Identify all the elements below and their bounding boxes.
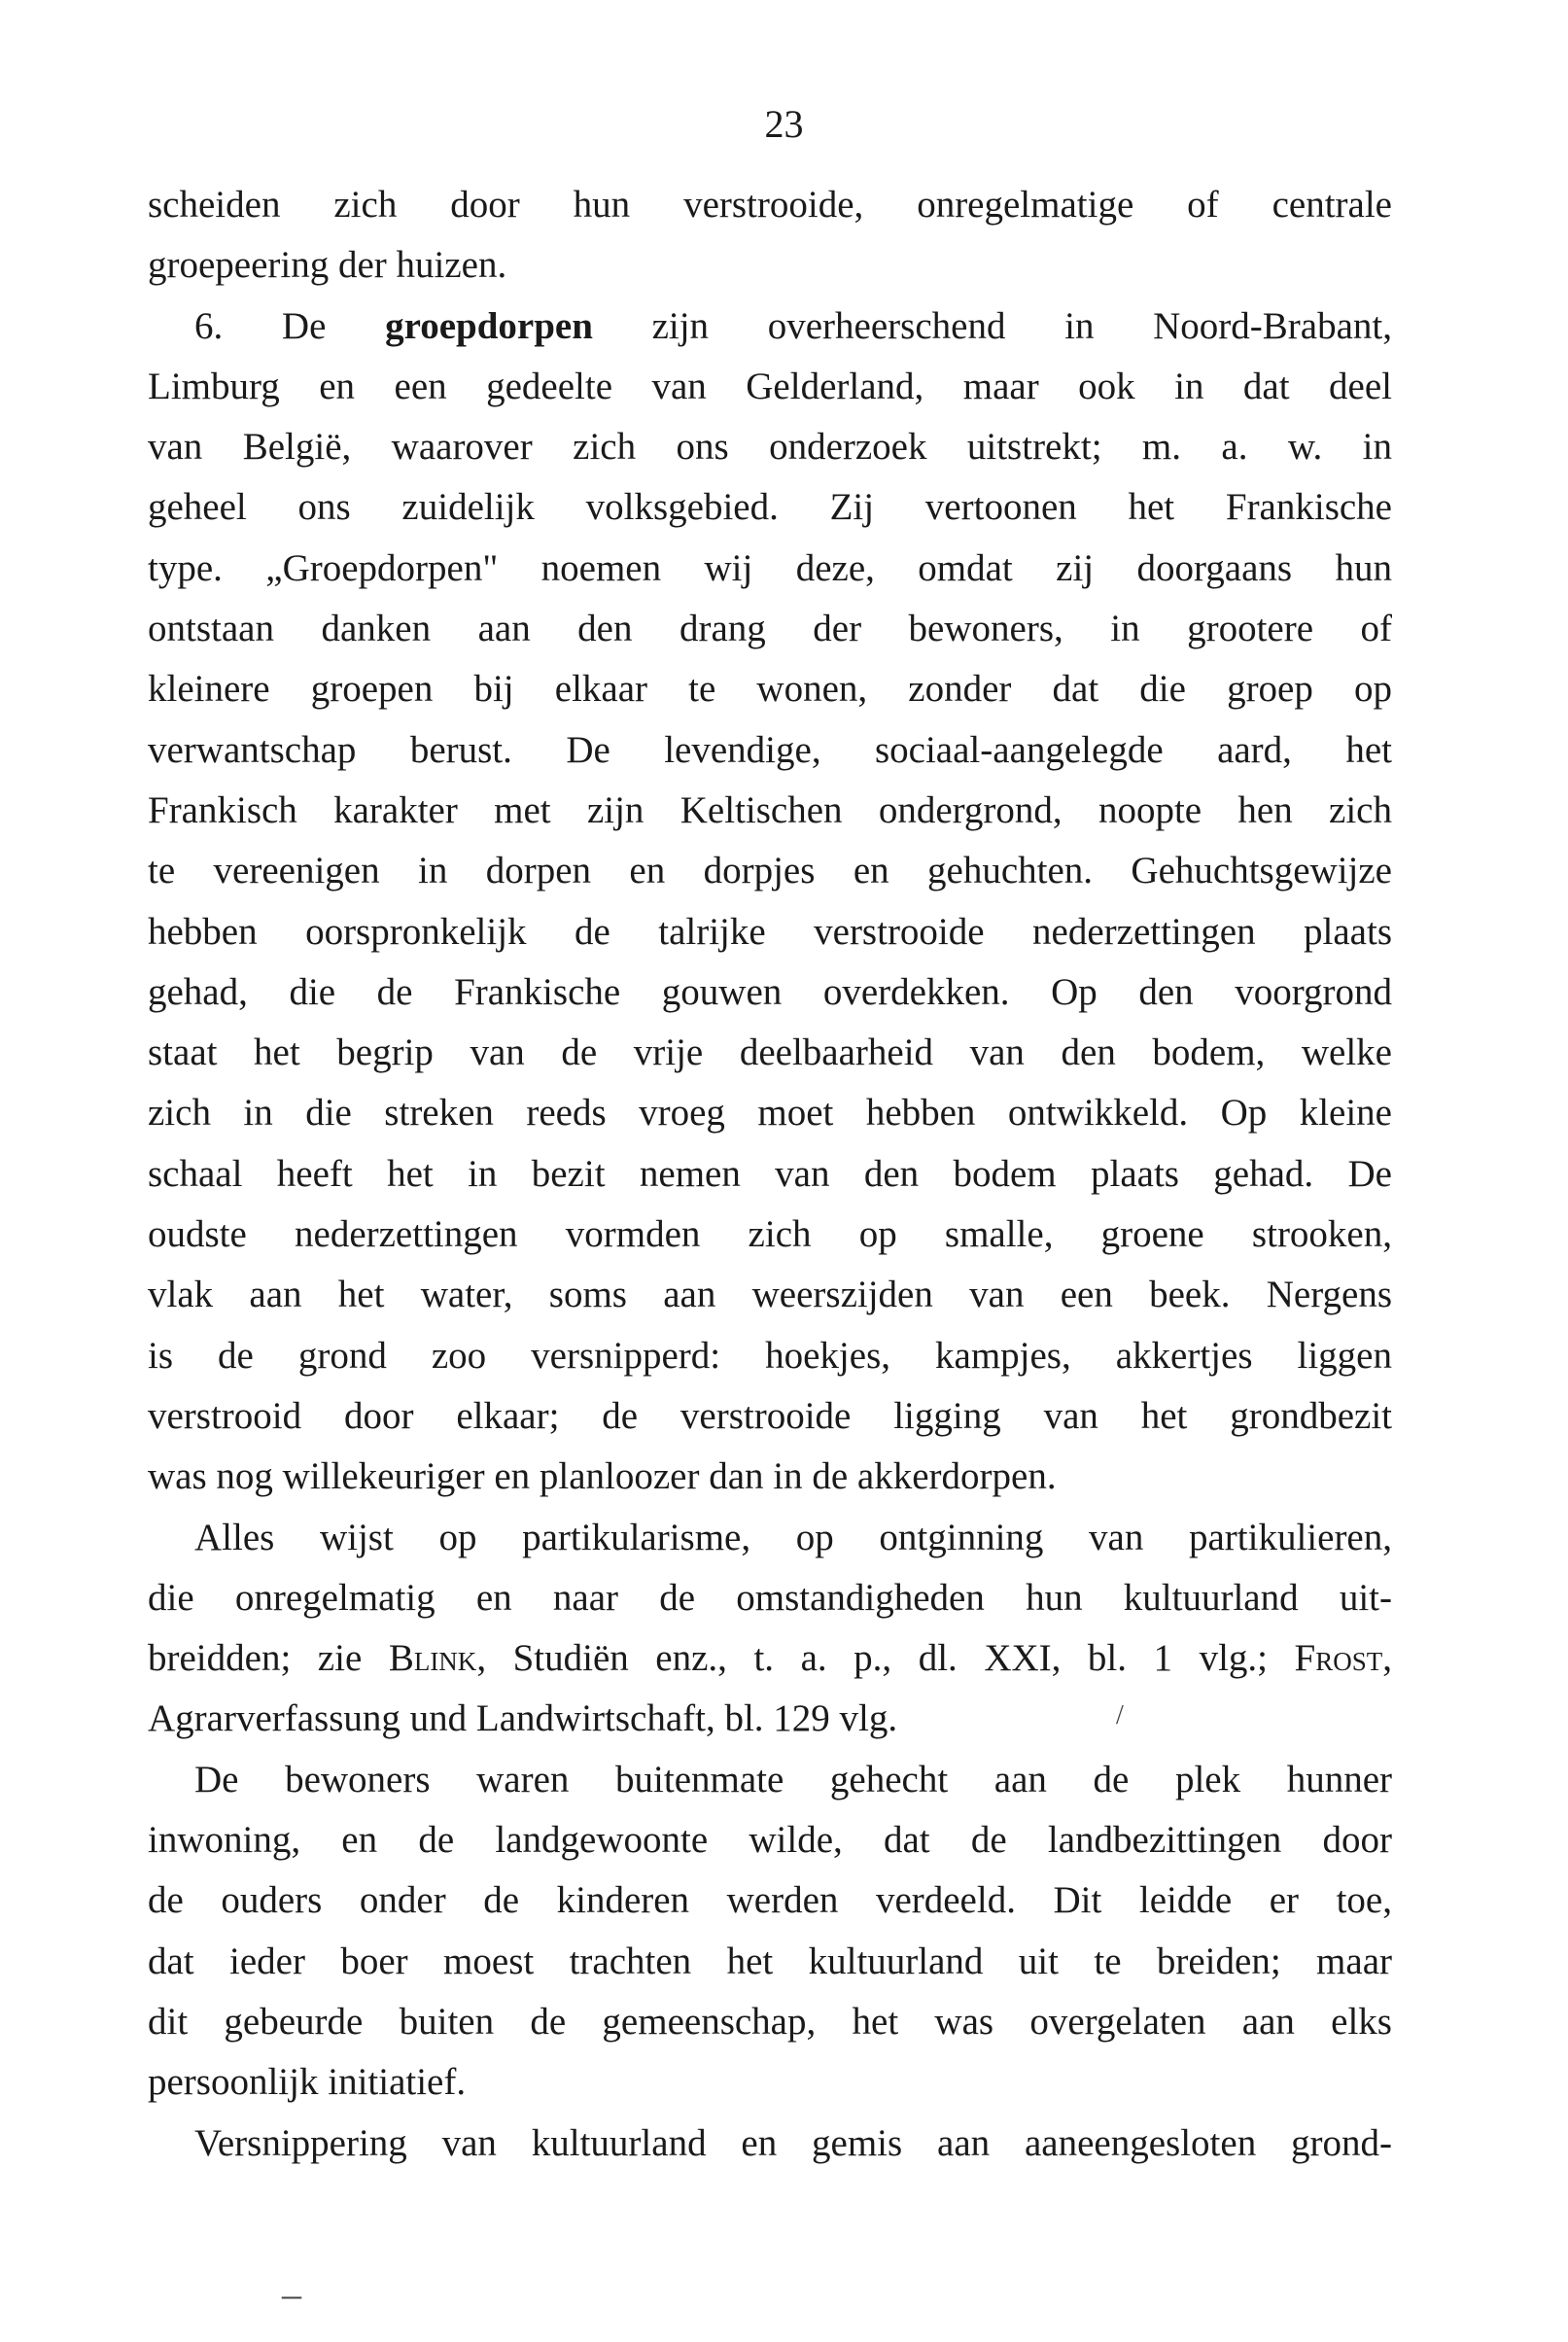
text-line: schaal heeft het in bezit nemen van den bodem plaats gehad. De [148, 1152, 1392, 1195]
text-line: De bewoners waren buitenmate gehecht aan de plek hunner [194, 1758, 1392, 1800]
stray-dash-mark: – [282, 2272, 301, 2316]
text-line [148, 297, 1392, 357]
line-text: zijn overheerschend in Noord-Brabant, [592, 304, 1392, 347]
text-line: staat het begrip van de vrije deelbaarheid van den bodem, welke [148, 1031, 1392, 1074]
text-line: oudste nederzettingen vormden zich op smalle, groene strooken, [148, 1213, 1392, 1256]
text-line: die onregelmatig en naar de omstandigheden hun kultuurland uit- [148, 1576, 1392, 1619]
author-name: Blink [388, 1637, 477, 1680]
text-line: persoonlijk initiatief. [148, 2061, 467, 2104]
text-line [148, 1628, 1392, 1689]
text-line: van België, waarover zich ons onderzoek uitstrekt; m. a. w. in [148, 426, 1392, 469]
text-line: type. „Groepdorpen" noemen wij deze, omdat zij doorgaans hun [148, 546, 1392, 589]
text-line: Limburg en een gedeelte van Gelderland, maar ook in dat deel [148, 365, 1392, 407]
text-line: dit gebeurde buiten de gemeenschap, het was overgelaten aan elks [148, 2000, 1392, 2043]
text-line: gehad, die de Frankische gouwen overdekken. Op den voorgrond [148, 970, 1392, 1013]
line-text: , Studiën enz., t. a. p., dl. XXI, bl. 1 vlg.; [476, 1637, 1295, 1680]
text-line: Versnippering van kultuurland en gemis aan aaneengesloten grond- [194, 2121, 1392, 2164]
line-text: , [1382, 1637, 1392, 1680]
text-line: te vereenigen in dorpen en dorpjes en gehuchten. Gehuchtsgewijze [148, 850, 1392, 892]
text-line: Alles wijst op partikularisme, op ontginning van partikulieren, [194, 1516, 1392, 1558]
text-line: Frankisch karakter met zijn Keltischen ondergrond, noopte hen zich [148, 788, 1392, 831]
text-line: was nog willekeuriger en planloozer dan in de akkerdorpen. [148, 1455, 1057, 1498]
text-line: is de grond zoo versnipperd: hoekjes, kampjes, akkertjes liggen [148, 1334, 1392, 1377]
page-number: 23 [764, 102, 804, 146]
text-line: verwantschap berust. De levendige, sociaal-aangelegde aard, het [148, 728, 1392, 771]
stray-slash-mark: / [1116, 1700, 1124, 1731]
section-number: 6. De [194, 304, 386, 347]
text-line: de ouders onder de kinderen werden verdeeld. Dit leidde er toe, [148, 1879, 1392, 1922]
text-line: hebben oorspronkelijk de talrijke verstrooide nederzettingen plaats [148, 910, 1392, 953]
text-line: geheel ons zuidelijk volksgebied. Zij vertoonen het Frankische [148, 486, 1392, 529]
body-text [148, 175, 1392, 2174]
bold-term: groepdorpen [385, 304, 593, 347]
text-line: vlak aan het water, soms aan weerszijden van een beek. Nergens [148, 1274, 1392, 1316]
author-name: Frost [1294, 1637, 1383, 1680]
line-text: breidden; zie [148, 1637, 389, 1680]
text-line: dat ieder boer moest trachten het kultuurland uit te breiden; maar [148, 1940, 1392, 1982]
text-line: inwoning, en de landgewoonte wilde, dat de landbezittingen door [148, 1819, 1392, 1862]
text-line: kleinere groepen bij elkaar te wonen, zonder dat die groep op [148, 668, 1392, 711]
text-line: scheiden zich door hun verstrooide, onregelmatige of centrale [148, 184, 1392, 226]
text-line: zich in die streken reeds vroeg moet hebben ontwikkeld. Op kleine [148, 1092, 1392, 1135]
text-line: ontstaan danken aan den drang der bewoners, in grootere of [148, 608, 1392, 650]
text-line: verstrooid door elkaar; de verstrooide ligging van het grondbezit [148, 1394, 1392, 1437]
text-line: Agrarverfassung und Landwirtschaft, bl. 129 vlg. [148, 1697, 898, 1740]
text-line: groepeering der huizen. [148, 244, 507, 287]
